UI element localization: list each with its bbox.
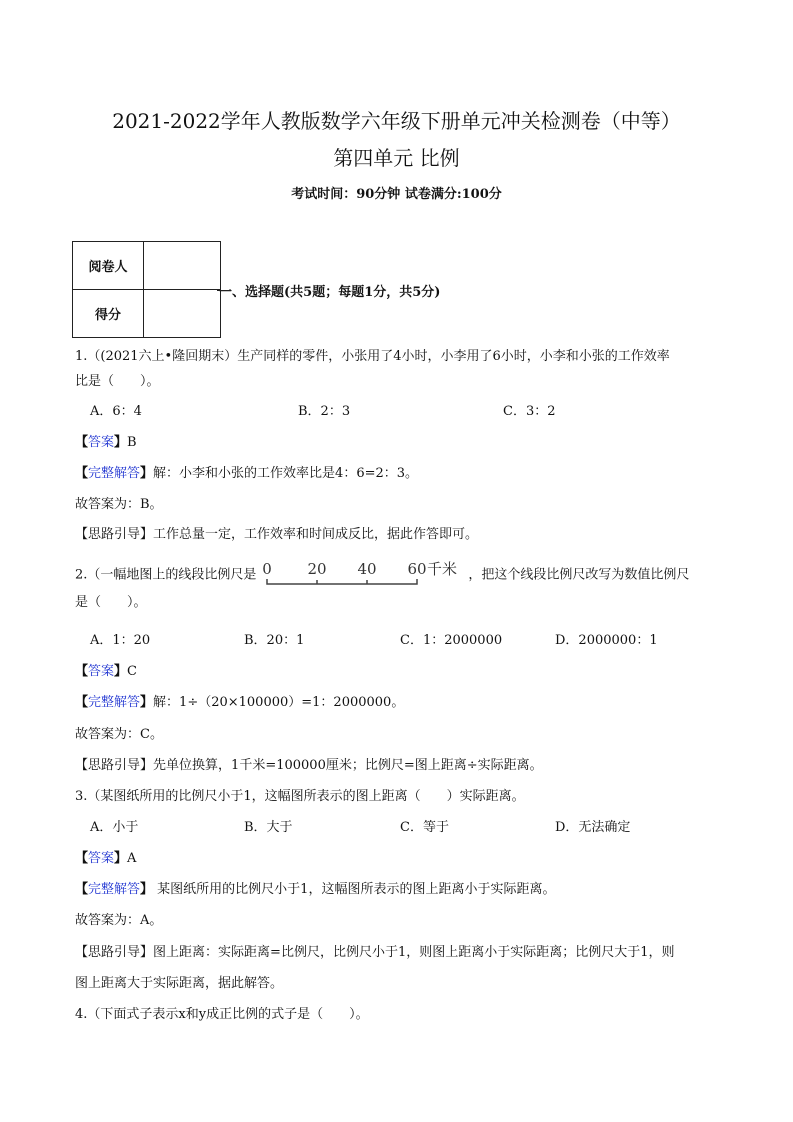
solution-tag: 【 完整解答 】 [75, 882, 153, 897]
unit-subtitle: 第四单元 比例 [333, 146, 460, 170]
q2-conclusion: 故答案为：C。 [75, 727, 163, 742]
q1-option-a: A．6：4 [90, 404, 142, 419]
document-title: 2021-2022学年人教版数学六年级下册单元冲关检测卷（中等） [112, 109, 681, 133]
q2-solution [75, 694, 404, 712]
line-scale-figure [262, 560, 462, 590]
q2-stem-after: ，把这个线段比例尺改写为数值比例尺 [468, 567, 690, 583]
q1-hint [75, 526, 478, 544]
scale-bar [267, 579, 417, 584]
score-cell [144, 290, 221, 338]
q2-option-a: A．1：20 [90, 633, 151, 648]
hint-text: 图上距离：实际距离=比例尺，比例尺小于1，则图上距离小于实际距离；比例尺大于1，则 [153, 945, 675, 960]
answer-tag: 【 答案 】 [75, 851, 127, 866]
q4-stem: 4.（下面式子表示x和y成正比例的式子是（ ）。 [75, 1007, 369, 1022]
score-table [72, 241, 221, 338]
q3-solution [75, 881, 555, 899]
q1-answer [75, 434, 137, 452]
answer-value: A [127, 851, 137, 866]
reviewer-cell [144, 242, 221, 290]
q1-conclusion: 故答案为：B。 [75, 497, 163, 512]
q3-option-b: B．大于 [244, 820, 293, 835]
q2-stem-cont: 是（ ）。 [75, 595, 147, 610]
q2-option-c: C．1：2000000 [400, 633, 503, 648]
solution-tag: 【 完整解答 】 [75, 695, 153, 710]
solution-tag: 【 完整解答 】 [75, 466, 153, 481]
q1-stem-cont: 比是（ ）。 [75, 374, 160, 389]
q3-option-c: C．等于 [400, 820, 449, 835]
answer-tag: 【 答案 】 [75, 664, 127, 679]
q2-stem-before: 2.（一幅地图上的线段比例尺是 [75, 567, 257, 583]
q2-answer [75, 663, 137, 681]
solution-text: 某图纸所用的比例尺小于1，这幅图所表示的图上距离小于实际距离。 [153, 882, 556, 897]
q3-hint-cont: 图上距离大于实际距离，据此解答。 [75, 976, 284, 991]
hint-text: 先单位换算，1千米=100000厘米；比例尺=图上距离÷实际距离。 [153, 758, 543, 773]
q1-solution [75, 465, 418, 483]
solution-text: 解：1÷（20×100000）=1：2000000。 [153, 695, 405, 710]
section-heading: 一、选择题(共5题；每题1分，共5分) [219, 281, 440, 300]
q2-option-d: D．2000000：1 [555, 633, 658, 648]
hint-text: 工作总量一定，工作效率和时间成反比，据此作答即可。 [153, 527, 479, 542]
hint-tag: 【 思路引导 】 [75, 945, 153, 960]
q3-option-d: D．无法确定 [555, 820, 631, 835]
q2-option-b: B．20：1 [244, 633, 305, 648]
answer-tag: 【 答案 】 [75, 435, 127, 450]
scale-tick-0: 0 [262, 560, 273, 578]
q3-hint [75, 944, 674, 962]
scale-tick-60: 60 [407, 560, 427, 578]
q1-option-c: C．3：2 [503, 404, 556, 419]
q3-conclusion: 故答案为：A。 [75, 913, 163, 928]
hint-tag: 【 思路引导 】 [75, 758, 153, 773]
q3-answer [75, 850, 136, 868]
scale-tick-20: 20 [307, 560, 327, 578]
q3-option-a: A．小于 [90, 820, 139, 835]
q1-stem: 1.（(2021六上•隆回期末）生产同样的零件，小张用了4小时，小李用了6小时，小李和小张的工作效率 [75, 349, 670, 364]
q2-hint [75, 757, 543, 775]
q3-stem: 3.（某图纸所用的比例尺小于1，这幅图所表示的图上距离（ ）实际距离。 [75, 789, 525, 804]
q2-stem [75, 560, 689, 590]
score-label: 得分 [73, 290, 144, 338]
scale-tick-40: 40 [357, 560, 377, 578]
answer-value: B [127, 435, 137, 450]
solution-text: 解：小李和小张的工作效率比是4：6=2：3。 [153, 466, 419, 481]
scale-unit: 千米 [427, 560, 458, 578]
q1-option-b: B．2：3 [298, 404, 351, 419]
answer-value: C [127, 664, 137, 679]
reviewer-label: 阅卷人 [73, 242, 144, 290]
hint-tag: 【 思路引导 】 [75, 527, 153, 542]
exam-info: 考试时间：90分钟 试卷满分:100分 [291, 187, 502, 202]
